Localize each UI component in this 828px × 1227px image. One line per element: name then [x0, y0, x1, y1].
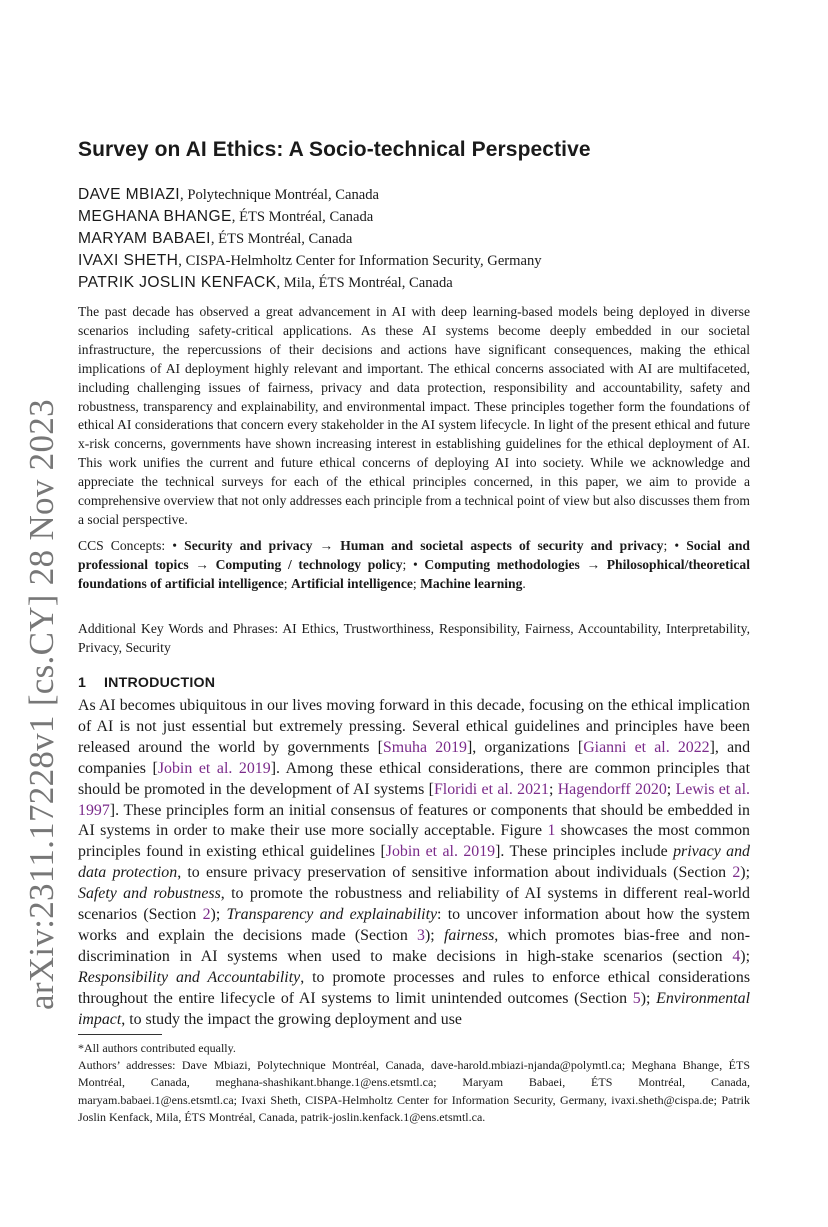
emphasis: fairness [443, 926, 495, 944]
section-heading [78, 675, 215, 691]
ccs-prefix: CCS Concepts: • [78, 538, 185, 553]
author-line [78, 272, 750, 294]
text-run: ); [640, 989, 657, 1007]
author-affiliation: , ÉTS Montréal, Canada [231, 209, 374, 225]
text-run: ], organizations [ [467, 738, 584, 756]
ccs-end: . [522, 575, 526, 591]
emphasis: Environmental impact [78, 989, 750, 1028]
citation-link[interactable]: Smuha 2019 [382, 738, 467, 756]
ccs-separator: ; • [663, 538, 687, 553]
author-name: DAVE MBIAZI [78, 186, 181, 203]
citation-link[interactable]: Floridi et al. 2021 [433, 780, 549, 798]
emphasis: privacy and data protection [78, 843, 750, 882]
footnote-equal-contribution: *All authors contributed equally. [78, 1041, 236, 1055]
text-run: ); [740, 864, 750, 882]
author-affiliation: , CISPA-Helmholtz Center for Information Security, Germany [178, 253, 542, 269]
ccs-separator: ; [283, 575, 291, 591]
section-number: 1 [78, 675, 87, 691]
text-run: , to study the impact the growing deployment and use [121, 1010, 462, 1028]
keywords: Additional Key Words and Phrases: AI Ethics, Trustworthiness, Responsibility, Fairness, Accountability, Interpretability, Privacy, Security [78, 621, 750, 655]
author-affiliation: , Mila, ÉTS Montréal, Canada [276, 275, 453, 291]
text-run: ); [425, 926, 444, 944]
ccs-separator: ; [412, 575, 421, 591]
ccs-concept: Machine learning [420, 575, 523, 591]
author-name: PATRIK JOSLIN KENFACK [78, 274, 277, 291]
author-affiliation: , Polytechnique Montréal, Canada [180, 187, 380, 203]
figure-link[interactable]: 1 [547, 822, 556, 840]
text-run: , which promotes bias-free and non-discrimination in AI systems when used to make decisions in high-stake scenarios (section [78, 926, 750, 965]
citation-link[interactable]: Jobin et al. 2019 [385, 843, 496, 861]
author-affiliation: , ÉTS Montréal, Canada [210, 231, 353, 247]
author-name: IVAXI SHETH [78, 252, 179, 269]
author-list [78, 184, 750, 294]
emphasis: Safety and robustness [78, 885, 221, 903]
author-name: MARYAM BABAEI [78, 230, 211, 247]
text-run: ]. These principles include [495, 843, 674, 861]
text-run: showcases the most common principles found in existing ethical guidelines [ [78, 822, 750, 861]
text-run: ; [666, 780, 676, 798]
footnotes [78, 1040, 750, 1126]
footnote-rule [78, 1034, 162, 1035]
ccs-separator: ; • [402, 556, 425, 572]
ccs-concept: Computing methodologies → Philosophical/theoretical foundations of artificial intelligence [78, 556, 750, 591]
ccs-concept: Artificial intelligence [290, 575, 413, 591]
text-run: , to promote the robustness and reliability of AI systems in different real-world scenarios (Section [78, 885, 750, 924]
ccs-concepts [78, 537, 750, 594]
text-run: ); [210, 906, 227, 924]
section-link[interactable]: 3 [417, 926, 425, 944]
author-name: MEGHANA BHANGE [78, 208, 232, 225]
section-link[interactable]: 2 [732, 864, 741, 882]
text-run: , to promote processes and rules to enforce ethical considerations throughout the entire lifecycle of AI systems to limit unintended outcomes (Section [78, 968, 750, 1007]
text-run: ]. These principles form an initial consensus of features or components that should be embedded in AI systems in order to make their use more socially acceptable. Figure [78, 801, 750, 840]
citation-link[interactable]: Lewis et al. 1997 [78, 780, 750, 819]
text-run: ; [548, 780, 558, 798]
section-link[interactable]: 4 [732, 947, 741, 965]
author-line [78, 228, 750, 250]
text-run: ]. Among these ethical considerations, there are common principles that should be promoted in the development of AI systems [ [78, 759, 750, 798]
author-line [78, 250, 750, 272]
introduction-paragraph [78, 696, 750, 1031]
emphasis: Transparency and explainability [226, 906, 438, 924]
text-run: : to uncover information about how the system works and explain the decisions made (Section [78, 906, 751, 944]
text-run: ], and companies [ [78, 738, 751, 777]
section-link[interactable]: 2 [202, 906, 211, 924]
ccs-concept: Social and professional topics → Computing / technology policy [78, 538, 750, 572]
citation-link[interactable]: Gianni et al. 2022 [583, 738, 710, 756]
section-link[interactable]: 5 [632, 989, 641, 1007]
footnote-author-addresses: Authors’ addresses: Dave Mbiazi, Polytechnique Montréal, Canada, dave-harold.mbiazi-njanda@polymtl.ca; Meghana Bhange, ÉTS Montréal, Canada, meghana-shashikant.bhange.1@ens.etsmtl.ca; Maryam Babaei, ÉTS Montréal, Canada, maryam.babaei.1@ens.etsmtl.ca; Ivaxi Sheth, CISPA-Helmholtz Center for Information Security, Germany, ivaxi.sheth@cispa.de; Patrik Joslin Kenfack, Mila, ÉTS Montréal, Canada, patrik-joslin.kenfack.1@ens.etsmtl.ca. [78, 1058, 750, 1124]
paper-title: Survey on AI Ethics: A Socio-technical Perspective [78, 138, 591, 161]
section-title: INTRODUCTION [104, 675, 216, 691]
author-line [78, 184, 750, 206]
author-line [78, 206, 750, 228]
emphasis: Responsibility and Accountability [78, 968, 301, 986]
citation-link[interactable]: Hagendorff 2020 [557, 780, 667, 798]
ccs-concept: Security and privacy → Human and societal aspects of security and privacy [184, 538, 664, 553]
text-run: , to ensure privacy preservation of sensitive information about individuals (Section [177, 864, 733, 882]
text-run: ); [740, 947, 750, 965]
text-run: As AI becomes ubiquitous in our lives moving forward in this decade, focusing on the ethical implication of AI is not just essential but extremely pressing. Several ethical guidelines and principles have been released around the world by governments [ [78, 697, 750, 756]
citation-link[interactable]: Jobin et al. 2019 [157, 759, 271, 777]
arxiv-identifier: arXiv:2311.17228v1 [cs.CY] 28 Nov 2023 [22, 399, 61, 1010]
abstract: The past decade has observed a great advancement in AI with deep learning-based models being deployed in diverse scenarios including safety-critical applications. As these AI systems become deeply embedded in our societal infrastructure, the repercussions of their decisions and actions have significant consequences, making the ethical implications of AI deployment highly relevant and important. The ethical concerns associated with AI are multifaceted, including challenging issues of fairness, privacy and data protection, responsibility and accountability, safety and robustness, transparency and explainability, and environmental impact. These principles together form the foundations of ethical AI considerations that concern every stakeholder in the AI system lifecycle. In light of the present ethical and future x-risk concerns, governments have shown increasing interest in establishing guidelines for the ethical deployment of AI. This work unifies the current and future ethical concerns of deploying AI into society. While we acknowledge and appreciate the technical surveys for each of the ethical principles concerned, in this paper, we aim to provide a comprehensive overview that not only addresses each principle from a technical point of view but also discusses them from a social perspective. [78, 304, 750, 527]
